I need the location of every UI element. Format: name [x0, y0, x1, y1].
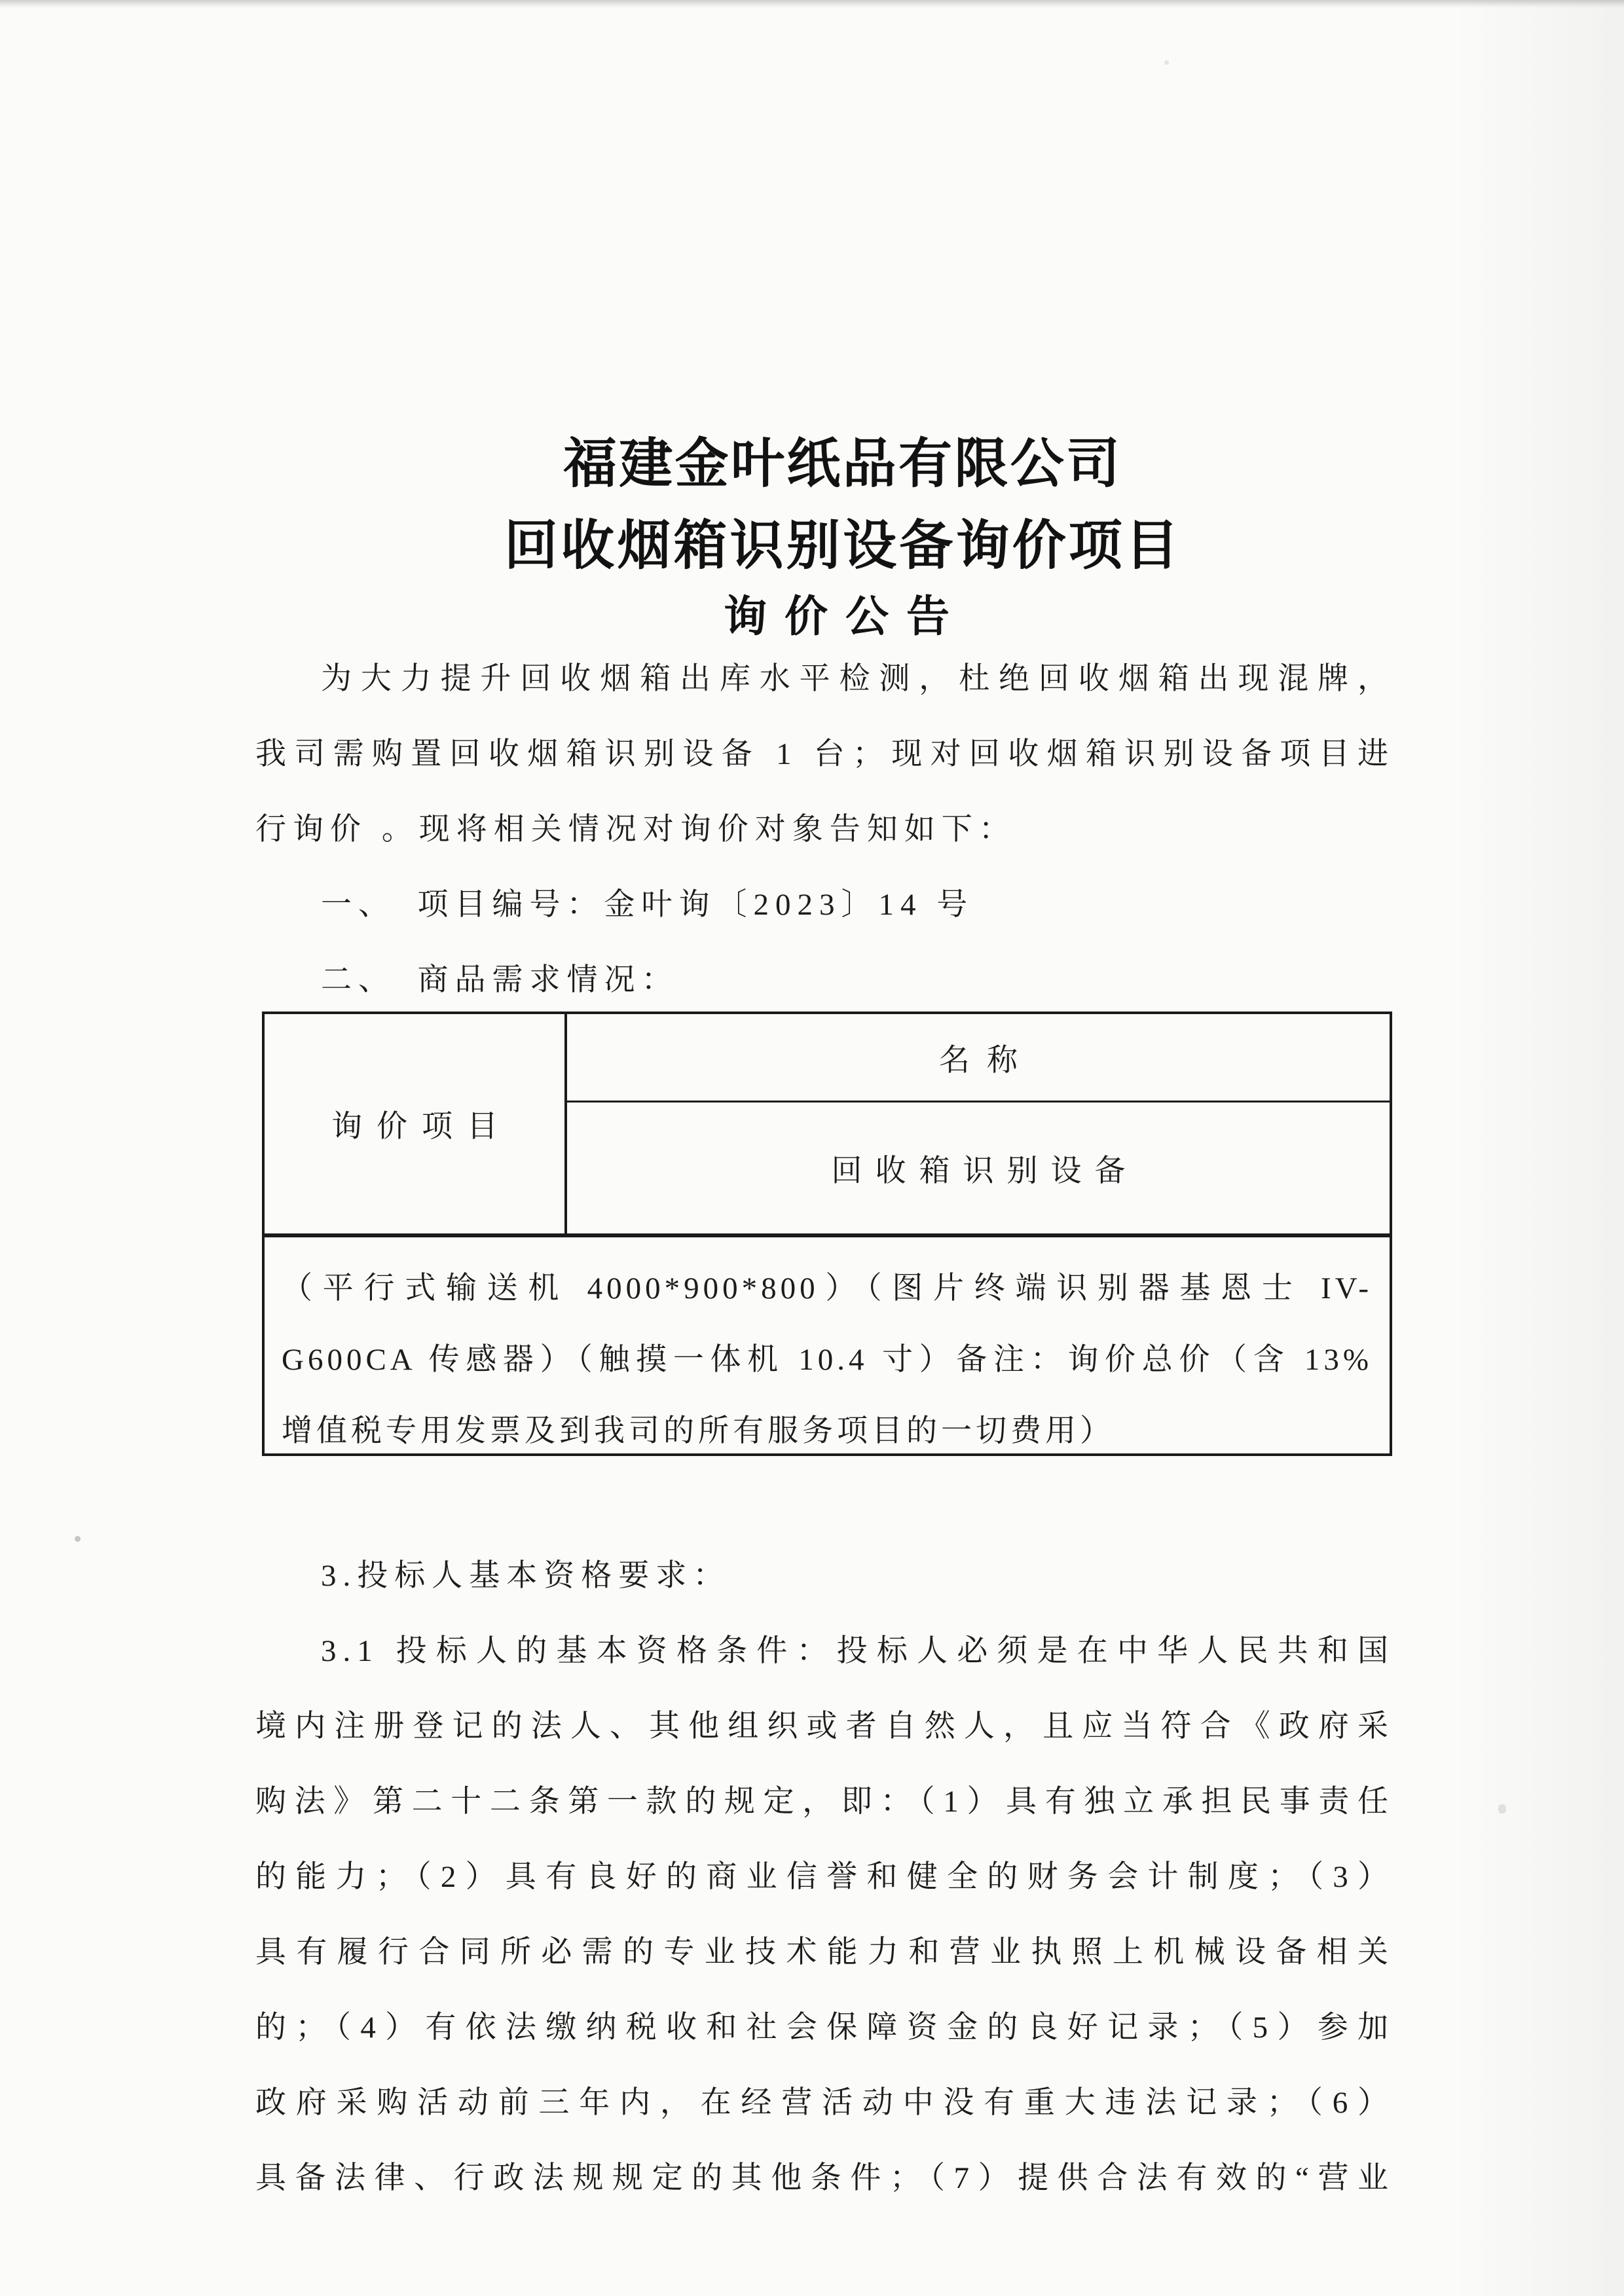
company-name-title: 福建金叶纸品有限公司	[563, 434, 1120, 494]
scan-grain-artifact	[1454, 0, 1624, 2296]
scan-edge-artifact	[0, 0, 1624, 8]
project-name-title: 回收烟箱识别设备询价项目	[504, 516, 1179, 575]
intro-line-2: 我司需购置回收烟箱识别设备 1 台；现对回收烟箱识别设备项目进	[255, 737, 1395, 771]
table-cell-specification	[265, 1233, 1390, 1453]
requirement-heading: 3.投标人基本资格要求：	[321, 1559, 731, 1593]
spec-line-3: 增值税专用发票及到我司的所有服务项目的一切费用）	[282, 1414, 1115, 1448]
table-cell-device-name: 回收箱识别设备	[831, 1154, 1139, 1188]
intro-line-1: 为大力提升回收烟箱出库水平检测，杜绝回收烟箱出现混牌，	[321, 662, 1395, 696]
intro-paragraph	[255, 642, 1395, 1018]
notice-type-title: 询价公告	[724, 593, 950, 641]
requirement-line-9: 具备法律、行政法规规定的其他条件；（7）提供合法有效的“营业	[255, 2161, 1395, 2195]
list-item-product-demand: 二、 商品需求情况：	[321, 963, 679, 997]
requirement-line-2: 3.1 投标人的基本资格条件：投标人必须是在中华人民共和国	[321, 1634, 1395, 1668]
requirement-line-3: 境内注册登记的法人、其他组织或者自然人，且应当符合《政府采	[255, 1709, 1395, 1743]
scan-speck	[75, 1536, 81, 1542]
requirement-line-5: 的能力；（2）具有良好的商业信誉和健全的财务会计制度；（3）	[255, 1860, 1395, 1894]
requirement-line-6: 具有履行合同所必需的专业技术能力和营业执照上机械设备相关	[255, 1935, 1395, 1969]
bidder-requirements-section	[255, 1539, 1395, 2216]
spec-line-1: （平行式输送机 4000*900*800）（图片终端识别器基恩士 IV-	[282, 1271, 1373, 1305]
requirement-line-8: 政府采购活动前三年内，在经营活动中没有重大违法记录；（6）	[255, 2086, 1395, 2120]
list-item-project-number: 一、 项目编号：金叶询〔2023〕14 号	[321, 888, 974, 922]
scan-speck	[1498, 1804, 1506, 1813]
spec-line-2: G600CA 传感器）（触摸一体机 10.4 寸）备注：询价总价（含 13%	[282, 1343, 1373, 1377]
product-demand-table	[262, 1011, 1392, 1456]
intro-line-3: 行询价 。现将相关情况对询价对象告知如下：	[255, 812, 1016, 847]
table-cell-name-header: 名称	[567, 1014, 1390, 1102]
requirement-line-4: 购法》第二十二条第一款的规定，即：（1）具有独立承担民事责任	[255, 1785, 1395, 1819]
scan-speck	[1164, 60, 1169, 65]
requirement-line-7: 的；（4）有依法缴纳税收和社会保障资金的良好记录；（5）参加	[255, 2011, 1395, 2045]
table-cell-inquiry-project: 询价项目	[265, 1014, 567, 1233]
